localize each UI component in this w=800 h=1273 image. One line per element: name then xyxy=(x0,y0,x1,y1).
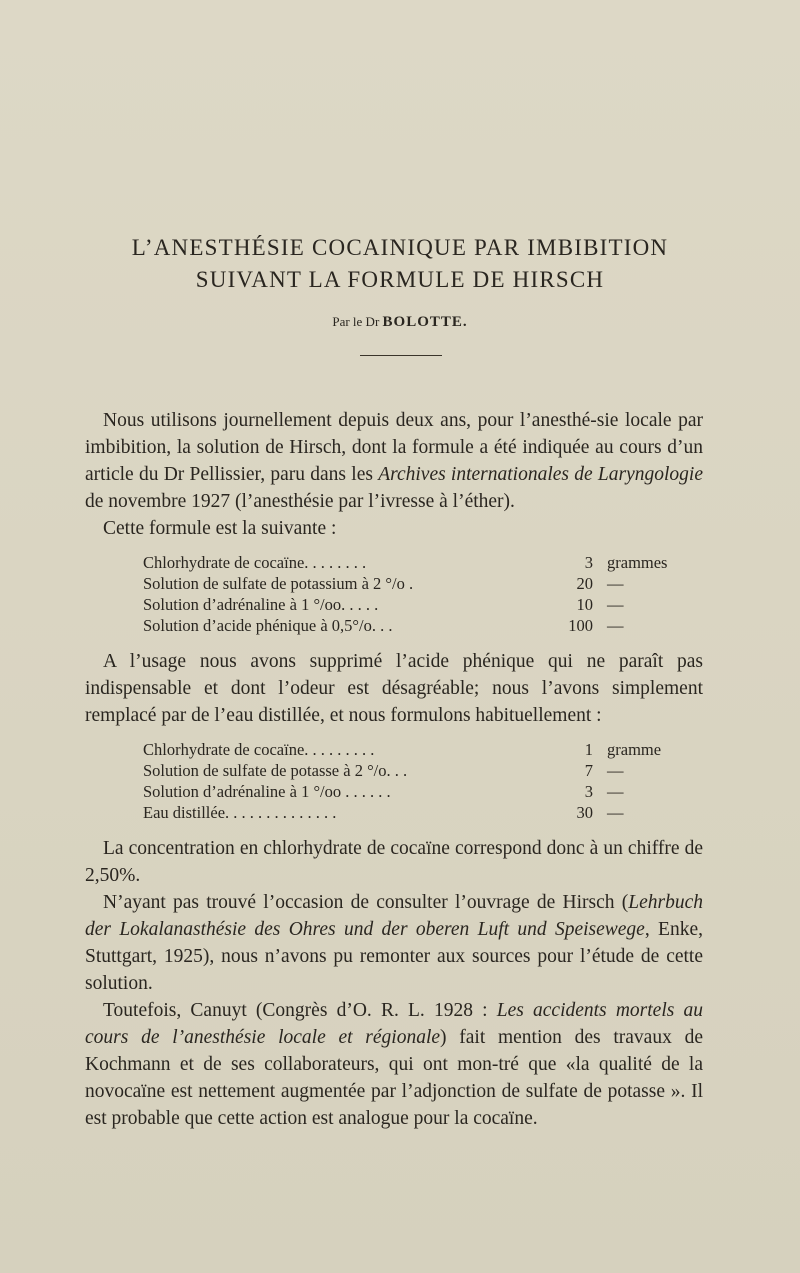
book-title: Lehrbuch der Lokalanasthésie des Ohres und der oberen Luft und Speisewege xyxy=(85,892,703,940)
formula-row: Eau distillée. . . . . . . . . . . . . . 30 — xyxy=(143,803,624,822)
formula-row: Solution de sulfate de potasse à 2 °/o. . . 7 — xyxy=(143,761,624,780)
paragraph-1-text-a: Nous utilisons journellement depuis deux ans, pour l’anesthé-sie locale par imbibition, la solution de Hirsch, dont la formule a été indiquée au cours d’un article du Dr Pellissier, paru dans les xyxy=(85,410,703,485)
title-line-2: SUIVANT LA FORMULE DE HIRSCH xyxy=(195,267,605,292)
byline-prefix: Par le Dr xyxy=(332,314,380,329)
paragraph-1-text-b: de novembre 1927 (l’anesthésie par l’ivresse à l’éther). xyxy=(85,491,515,512)
title-rule xyxy=(360,355,442,356)
article-body xyxy=(85,407,703,1132)
formula-row: Solution d’adrénaline à 1 °/oo . . . . . . 3 — xyxy=(143,782,624,801)
formula-row: Solution d’acide phénique à 0,5°/o. . . 100 — xyxy=(143,616,624,635)
title-line-1: L’ANESTHÉSIE COCAINIQUE PAR IMBIBITION xyxy=(131,235,669,260)
paragraph-6 xyxy=(85,997,703,1132)
paragraph-4: La concentration en chlorhydrate de cocaïne correspond donc à un chiffre de 2,50%. xyxy=(85,838,703,886)
formula-row: Solution d’adrénaline à 1 °/oo. . . . . 10 — xyxy=(143,595,624,614)
paper-title: Les accidents mortels au cours de l’anesthésie locale et régionale xyxy=(85,1000,703,1048)
journal-title: Archives internationales de Laryngologie xyxy=(378,464,703,485)
formula-row: Chlorhydrate de cocaïne. . . . . . . . . 1 gramme xyxy=(143,740,662,759)
author-name: BOLOTTE. xyxy=(382,314,468,330)
formula-row: Chlorhydrate de cocaïne. . . . . . . . 3 grammes xyxy=(143,553,668,572)
formula-table-1 xyxy=(143,552,703,636)
paragraph-5-text-a: N’ayant pas trouvé l’occasion de consulter l’ouvrage de Hirsch ( xyxy=(103,892,629,913)
formula-table-2 xyxy=(143,739,703,823)
paragraph-6-text-b: ) fait mention des travaux de Kochmann et de ses collaborateurs, qui ont mon-tré que «la qualité de la novocaïne est nettement augmentée par l’adjonction de sulfate de potasse ». Il est probable que cette action est analogue pour la cocaïne. xyxy=(85,1027,703,1129)
formula-row: Solution de sulfate de potassium à 2 °/o . 20 — xyxy=(143,574,624,593)
paragraph-1 xyxy=(85,407,703,515)
paragraph-6-text-a: Toutefois, Canuyt (Congrès d’O. R. L. 1928 : xyxy=(103,1000,497,1021)
paragraph-5 xyxy=(85,889,703,997)
article-title xyxy=(0,232,800,296)
paragraph-3: A l’usage nous avons supprimé l’acide phénique qui ne paraît pas indispensable et dont l’odeur est désagréable; nous l’avons simplement remplacé par de l’eau distillée, et nous formulons habituellement : xyxy=(85,651,703,726)
paragraph-2: Cette formule est la suivante : xyxy=(103,518,337,539)
byline xyxy=(0,314,800,331)
paragraph-5-text-b: , Enke, Stuttgart, 1925), nous n’avons pu remonter aux sources pour l’étude de cette solution. xyxy=(85,919,703,994)
